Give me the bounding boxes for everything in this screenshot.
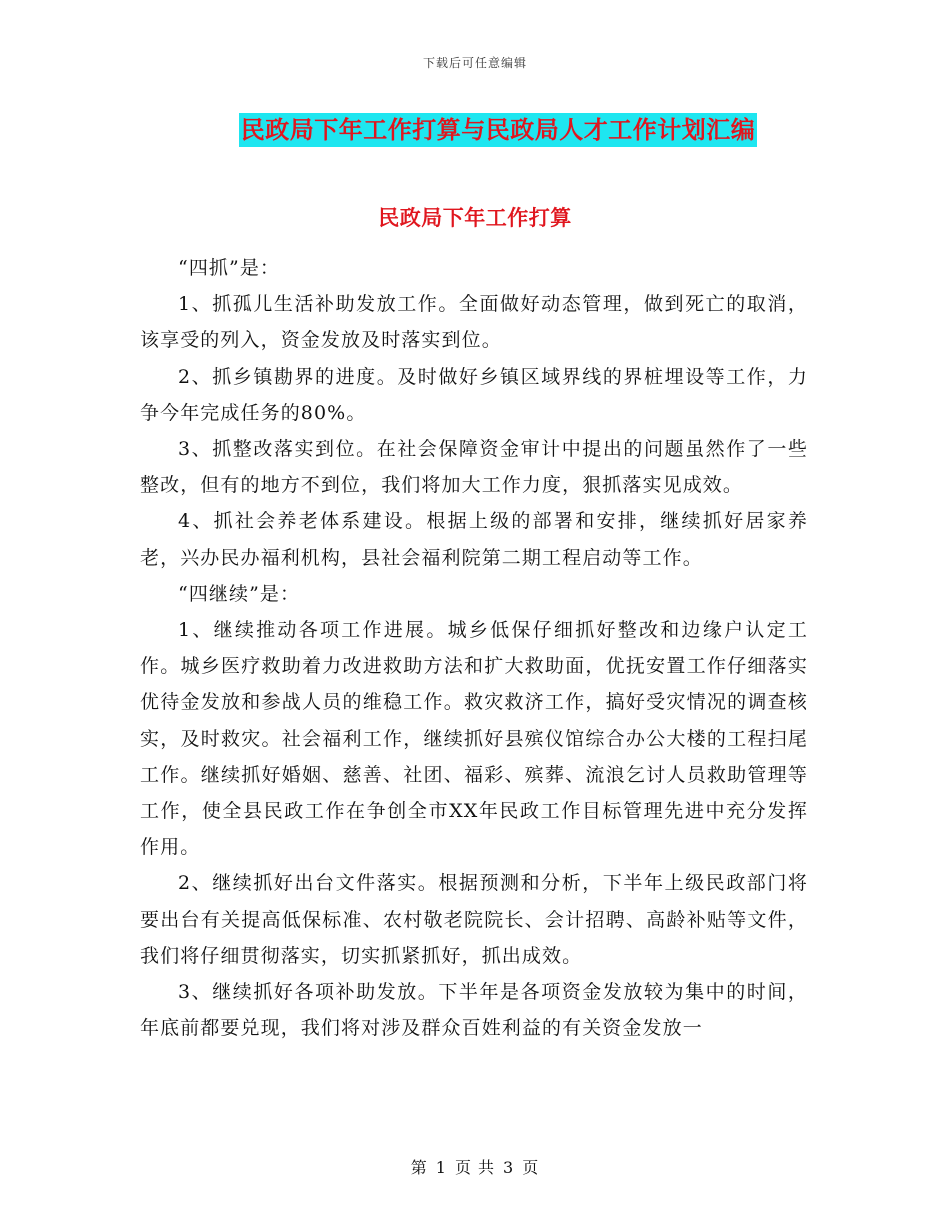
paragraph: “四抓”是： (178, 257, 281, 279)
document-title-container (0, 113, 950, 147)
paragraph: 3、抓整改落实到位。在社会保障资金审计中提出的问题虽然作了一些整改，但有的地方不到位，我们将加大工作力度，狠抓落实见成效。 (140, 438, 808, 497)
paragraph: 1、抓孤儿生活补助发放工作。全面做好动态管理，做到死亡的取消，该享受的列入，资金发放及时落实到位。 (140, 293, 808, 352)
paragraph: 2、继续抓好出台文件落实。根据预测和分析，下半年上级民政部门将要出台有关提高低保标准、农村敬老院院长、会计招聘、高龄补贴等文件，我们将仔细贯彻落实，切实抓紧抓好，抓出成效。 (140, 872, 808, 967)
document-body (140, 250, 808, 1046)
footer-suffix: 页 (522, 1158, 540, 1177)
page-footer (0, 1155, 950, 1178)
footer-prefix: 第 (410, 1158, 428, 1177)
footer-mid: 页 共 (454, 1158, 496, 1177)
paragraph: 3、继续抓好各项补助发放。下半年是各项资金发放较为集中的时间，年底前都要兑现，我们将对涉及群众百姓利益的有关资金发放一 (140, 981, 808, 1040)
document-title: 民政局下年工作打算与民政局人才工作计划汇编 (239, 113, 758, 147)
section-title: 民政局下年工作打算 (378, 206, 572, 230)
paragraph: 1、继续推动各项工作进展。城乡低保仔细抓好整改和边缘户认定工作。城乡医疗救助着力改进救助方法和扩大救助面，优抚安置工作仔细落实优待金发放和参战人员的维稳工作。救灾救济工作，搞好受灾情况的调查核实，及时救灾。社会福利工作，继续抓好县殡仪馆综合办公大楼的工程扫尾工作。继续抓好婚姻、慈善、社团、福彩、殡葬、流浪乞讨人员救助管理等工作，使全县民政工作在争创全市XX年民政工作目标管理先进中充分发挥作用。 (140, 619, 808, 859)
paragraph: “四继续”是： (178, 582, 301, 605)
footer-total-pages: 3 (503, 1158, 515, 1177)
footer-page-number: 1 (435, 1158, 447, 1177)
header-note: 下载后可任意编辑 (422, 56, 527, 70)
paragraph: 4、抓社会养老体系建设。根据上级的部署和安排，继续抓好居家养老，兴办民办福利机构，县社会福利院第二期工程启动等工作。 (140, 510, 808, 569)
paragraph: 2、抓乡镇勘界的进度。及时做好乡镇区域界线的界桩埋设等工作，力争今年完成任务的80%。 (140, 365, 808, 424)
